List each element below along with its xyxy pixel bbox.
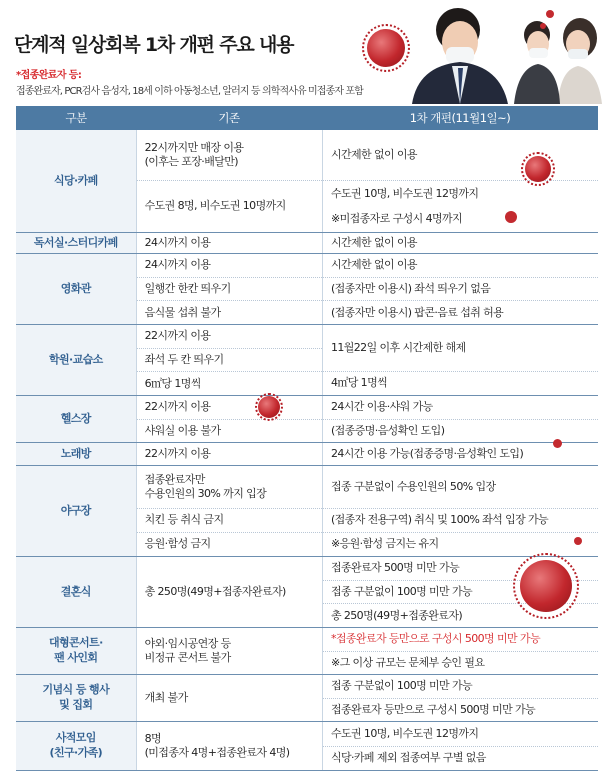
after-cell: 11월22일 이후 시간제한 해제: [330, 340, 466, 354]
after-cell: 시간제한 없이 이용: [330, 147, 417, 161]
before-cell: 수도권 8명, 비수도권 10명까지: [137, 180, 322, 232]
table-row-cinema: [16, 254, 598, 325]
row-category: 야구장: [16, 466, 137, 556]
page-title: 단계적 일상회복 1차 개편 주요 내용: [14, 34, 294, 56]
table-row-baseball: [16, 466, 598, 557]
after-cell: 총 250명(49명+접종완료자): [323, 603, 598, 627]
before-cell: 일행간 한칸 띄우기: [137, 277, 322, 301]
virus-icon: [367, 29, 405, 67]
before-cell: 음식물 섭취 불가: [137, 300, 322, 324]
after-cell: 식당·카페 제외 접종여부 구별 없음: [323, 746, 598, 771]
row-category: 학원·교습소: [16, 325, 137, 395]
before-cell: 22시까지 이용: [144, 446, 211, 460]
header-category: 구분: [65, 111, 87, 125]
row-category: 영화관: [16, 254, 137, 324]
row-category: 식당·카페: [16, 130, 137, 232]
note-text: 접종완료자, PCR검사 음성자, 18세 이하 아동청소년, 알러지 등 의학적사유 미접종자 포함: [16, 86, 363, 97]
before-cell: 22시까지만 매장 이용 (이후는 포장·배달만): [144, 140, 244, 168]
after-cell: 4㎡당 1명씩: [323, 371, 598, 395]
before-cell: 8명 (미접종자 4명+접종완료자 4명): [144, 731, 290, 759]
after-cell: 수도권 10명, 비수도권 12명까지: [330, 726, 479, 740]
after-cell: ※그 이상 규모는 문체부 승인 필요: [323, 651, 598, 675]
row-category: 결혼식: [16, 557, 137, 627]
row-category: 노래방: [16, 443, 137, 465]
after-cell: (접종증명·음성확인 도입): [323, 419, 598, 443]
table-row-academy: [16, 325, 598, 396]
virus-dot-icon: [505, 211, 517, 223]
header-before: 기존: [218, 111, 240, 125]
after-cell: 시간제한 없이 이용: [330, 258, 417, 272]
before-cell: 총 250명(49명+접종자완료자): [144, 584, 286, 598]
after-cell: 24시간 이용·샤워 가능: [330, 400, 433, 414]
after-cell: 수도권 10명, 비수도권 12명까지: [323, 180, 598, 207]
table-row-gym: [16, 396, 598, 443]
virus-dot-icon: [574, 537, 582, 545]
comparison-table: [16, 106, 598, 771]
after-cell: 접종 구분없이 수용인원의 50% 입장: [330, 479, 496, 493]
row-category: 대형콘서트· 팬 사인회: [16, 628, 137, 674]
table-row-study-cafe: [16, 233, 598, 254]
table-row-concert: [16, 628, 598, 675]
before-cell: 좌석 두 칸 띄우기: [137, 348, 322, 372]
before-cell: 24시까지 이용: [144, 258, 211, 272]
before-cell: 샤워실 이용 불가: [137, 419, 322, 443]
before-cell: 야외·임시공연장 등 비정규 콘서트 불가: [144, 636, 231, 664]
before-cell: 22시까지 이용: [144, 329, 211, 343]
table-row-wedding: [16, 557, 598, 628]
before-cell: 24시까지 이용: [144, 235, 211, 249]
before-cell: 접종완료자만 수용인원의 30% 까지 입장: [144, 472, 267, 500]
virus-icon: [520, 560, 572, 612]
before-cell: 6㎡당 1명씩: [137, 371, 322, 395]
table-row-karaoke: [16, 443, 598, 466]
table-row-private-gathering: [16, 722, 598, 771]
before-cell: 치킨 등 취식 금지: [137, 508, 322, 532]
header-after: 1차 개편(11월1일~): [409, 111, 511, 125]
row-category: 사적모임 (친구·가족): [16, 722, 137, 770]
before-cell: 22시까지 이용: [144, 400, 211, 414]
after-cell: 접종 구분없이 100명 미만 가능: [330, 679, 473, 693]
after-cell: *접종완료자 등만으로 구성시 500명 미만 가능: [330, 632, 540, 646]
after-cell: ※응원·함성 금지는 유지: [323, 532, 598, 556]
table-row-ceremony: [16, 675, 598, 722]
after-cell: 접종완료자 500명 미만 가능: [330, 561, 460, 575]
table-header: [16, 106, 598, 130]
after-cell: ※미접종자로 구성시 4명까지: [330, 212, 463, 226]
row-category: 기념식 등 행사 및 집회: [16, 675, 137, 721]
row-category: 독서실·스터디카페: [16, 233, 137, 253]
after-cell: 접종완료자 등만으로 구성시 500명 미만 가능: [323, 698, 598, 722]
virus-icon: [525, 156, 551, 182]
after-cell: 시간제한 없이 이용: [330, 235, 417, 249]
row-category: 헬스장: [16, 396, 137, 442]
masked-people-photo: [408, 0, 614, 104]
after-cell: (접종자만 이용시) 팝콘·음료 섭취 허용: [323, 300, 598, 324]
after-cell: (접종자 전용구역) 취식 및 100% 좌석 입장 가능: [323, 508, 598, 532]
before-cell: 응원·함성 금지: [137, 532, 322, 556]
after-cell: 접종 구분없이 100명 미만 가능: [323, 580, 598, 604]
after-cell: 24시간 이용 가능(접종증명·음성확인 도입): [330, 446, 524, 460]
virus-dot-icon: [553, 439, 562, 448]
after-cell: (접종자만 이용시) 좌석 띄우기 없음: [323, 277, 598, 301]
before-cell: 개최 불가: [144, 690, 188, 704]
virus-icon: [258, 396, 280, 418]
note-label: *접종완료자 등:: [16, 70, 82, 81]
